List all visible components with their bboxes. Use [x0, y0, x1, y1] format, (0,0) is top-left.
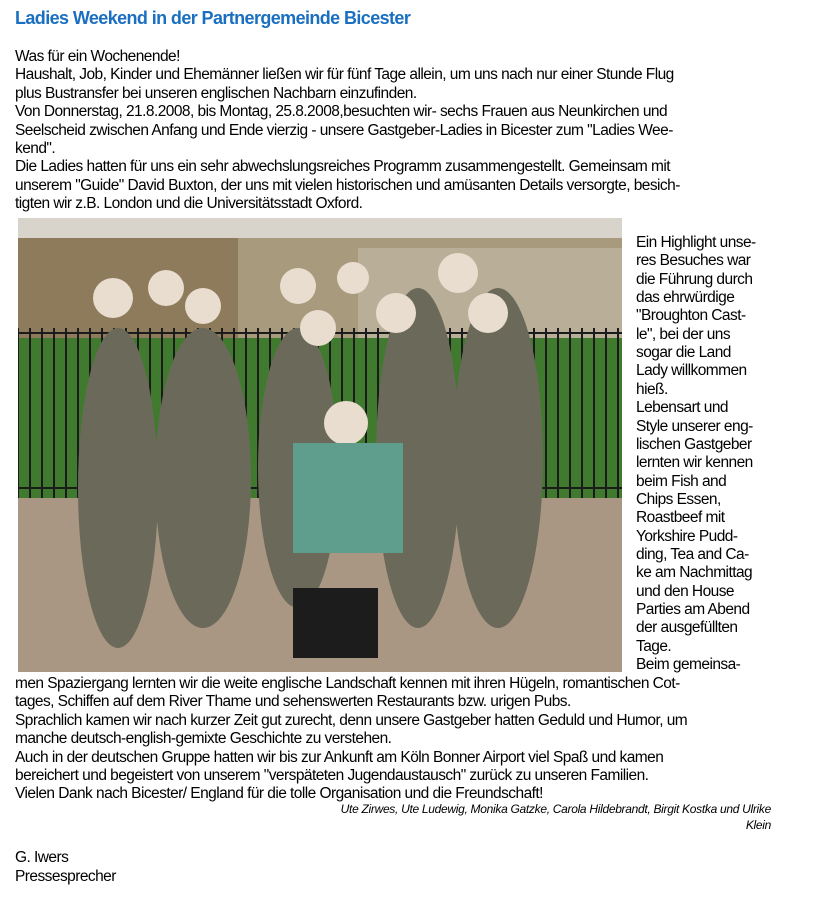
text-line: Roastbeef mit — [636, 509, 725, 527]
text-line: Ein Highlight unse- — [636, 234, 756, 251]
text-line: ding, Tea and Ca- — [636, 545, 749, 563]
text-line: Style unserer eng- — [636, 417, 753, 435]
group-photo — [18, 218, 622, 672]
text-line: Parties am Abend — [636, 601, 750, 618]
text-line: Von Donnerstag, 21.8.2008, bis Montag, 25.8.2008,besuchten wir- sechs Frauen aus Neunkirchen und — [15, 103, 668, 121]
text-line: Lebensart und — [636, 399, 728, 417]
text-line: der ausgefüllten — [636, 619, 738, 637]
text-line: Beim gemeinsa- — [636, 656, 741, 674]
text-line: sogar die Land — [636, 344, 731, 362]
text-line: ke am Nachmittag — [636, 564, 753, 582]
text-line: Chips Essen, — [636, 490, 721, 508]
text-line: manche deutsch-english-gemixte Geschichte zu verstehen. — [15, 730, 392, 748]
author-name: G. Iwers — [15, 849, 69, 866]
text-line: plus Bustransfer bei unseren englischen Nachbarn einzufinden. — [15, 84, 417, 102]
text-line: unserem "Guide" David Buxton, der uns mit vielen historischen und amüsanten Details versorgte, besich- — [15, 176, 680, 194]
text-line: lischen Gastgeber — [636, 435, 752, 453]
text-line: Lady willkommen — [636, 362, 747, 380]
text-line: Was für ein Wochenende! — [15, 48, 180, 65]
author-role: Pressesprecher — [15, 868, 116, 885]
text-line: Seelscheid zwischen Anfang und Ende vierzig - unsere Gastgeber-Ladies in Bicester zum "Ladies Wee- — [15, 121, 673, 139]
text-line: die Führung durch — [636, 270, 753, 288]
text-line: res Besuches war — [636, 252, 751, 270]
text-line: Die Ladies hatten für uns ein sehr abwechslungsreiches Programm zusammengestellt. Gemeinsam mit — [15, 158, 671, 176]
text-line: Klein — [745, 818, 771, 832]
text-line: hieß. — [636, 380, 668, 398]
page-title: Ladies Weekend in der Partnergemeinde Bicester — [15, 8, 411, 28]
text-line: Haushalt, Job, Kinder und Ehemänner ließen wir für fünf Tage allein, um uns nach nur einer Stunde Flug — [15, 66, 674, 84]
text-line: Vielen Dank nach Bicester/ England für die tolle Organisation und die Freundschaft! — [15, 785, 543, 803]
text-line: Yorkshire Pudd- — [636, 527, 738, 545]
text-line: kend". — [15, 140, 56, 157]
text-line: tigten wir z.B. London und die Universitätsstadt Oxford. — [15, 195, 363, 213]
text-line: lernten wir kennen — [636, 454, 753, 472]
text-line: Ute Zirwes, Ute Ludewig, Monika Gatzke, Carola Hildebrandt, Birgit Kostka und Ulrike — [340, 802, 771, 816]
text-line: und den House — [636, 582, 734, 600]
text-line: das ehrwürdige — [636, 289, 735, 307]
text-line: "Broughton Cast- — [636, 307, 746, 325]
text-line: tages, Schiffen auf dem River Thame und sehenswerten Restaurants bzw. urigen Pubs. — [15, 693, 571, 711]
text-line: Sprachlich kamen wir nach kurzer Zeit gut zurecht, denn unsere Gastgeber hatten Geduld und Humor, um — [15, 711, 688, 729]
text-line: le", bei der uns — [636, 325, 731, 343]
text-line: Auch in der deutschen Gruppe hatten wir bis zur Ankunft am Köln Bonner Airport viel Spaß und kamen — [15, 748, 664, 766]
text-line: men Spaziergang lernten wir die weite englische Landschaft kennen mit ihren Hügeln, romantischen Cot- — [15, 675, 680, 692]
text-line: Tage. — [636, 637, 672, 655]
text-line: bereichert und begeistert von unserem "verspäteten Jugendaustausch" zurück zu unseren Familien. — [15, 767, 649, 784]
text-line: beim Fish and — [636, 472, 727, 490]
